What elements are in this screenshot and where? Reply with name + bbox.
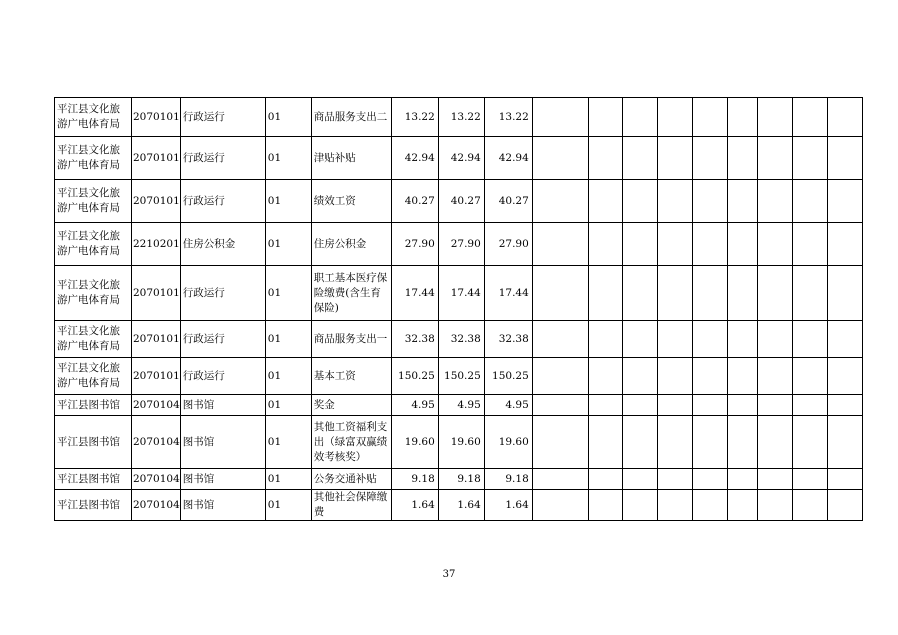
table-row	[55, 137, 863, 180]
cell-expense-item: 商品服务支出一	[311, 321, 391, 358]
cell-function-category: 图书馆	[180, 395, 265, 416]
cell-unit: 平江县文化旅游广电体育局	[55, 137, 132, 180]
cell-empty	[657, 395, 692, 416]
cell-empty	[692, 321, 727, 358]
cell-empty	[532, 490, 588, 521]
cell-unit: 平江县图书馆	[55, 416, 132, 469]
cell-empty	[727, 358, 757, 395]
cell-empty	[827, 490, 862, 521]
cell-economic-type: 01	[265, 223, 311, 266]
table-row	[55, 98, 863, 137]
cell-expense-item: 绩效工资	[311, 180, 391, 223]
cell-empty	[532, 266, 588, 321]
cell-amount-total: 27.90	[391, 223, 438, 266]
cell-empty	[532, 321, 588, 358]
cell-function-code: 2070101	[132, 137, 181, 180]
cell-empty	[657, 266, 692, 321]
table-row	[55, 469, 863, 490]
cell-amount-total: 17.44	[391, 266, 438, 321]
cell-empty	[727, 469, 757, 490]
cell-function-code: 2070104	[132, 469, 181, 490]
cell-unit: 平江县文化旅游广电体育局	[55, 266, 132, 321]
cell-empty	[622, 395, 657, 416]
cell-empty	[657, 469, 692, 490]
cell-empty	[532, 416, 588, 469]
cell-amount-general: 19.60	[484, 416, 532, 469]
cell-empty	[757, 98, 792, 137]
cell-empty	[657, 490, 692, 521]
table-row	[55, 180, 863, 223]
cell-amount-subtotal: 4.95	[438, 395, 484, 416]
cell-amount-general: 42.94	[484, 137, 532, 180]
cell-empty	[657, 98, 692, 137]
cell-amount-general: 13.22	[484, 98, 532, 137]
cell-economic-type: 01	[265, 490, 311, 521]
page-number: 37	[442, 569, 456, 580]
table-row	[55, 490, 863, 521]
cell-empty	[757, 358, 792, 395]
cell-empty	[622, 98, 657, 137]
cell-empty	[727, 416, 757, 469]
cell-amount-general: 4.95	[484, 395, 532, 416]
cell-amount-general: 32.38	[484, 321, 532, 358]
cell-amount-total: 42.94	[391, 137, 438, 180]
cell-empty	[827, 180, 862, 223]
cell-empty	[532, 395, 588, 416]
cell-unit: 平江县文化旅游广电体育局	[55, 98, 132, 137]
cell-economic-type: 01	[265, 266, 311, 321]
cell-amount-total: 1.64	[391, 490, 438, 521]
cell-expense-item: 其他工资福利支出（绿富双赢绩效考核奖）	[311, 416, 391, 469]
cell-empty	[827, 469, 862, 490]
cell-economic-type: 01	[265, 137, 311, 180]
cell-empty	[792, 266, 827, 321]
cell-empty	[692, 490, 727, 521]
cell-empty	[532, 137, 588, 180]
table-row	[55, 223, 863, 266]
cell-empty	[757, 266, 792, 321]
cell-empty	[827, 358, 862, 395]
cell-amount-subtotal: 40.27	[438, 180, 484, 223]
cell-empty	[692, 180, 727, 223]
cell-amount-total: 9.18	[391, 469, 438, 490]
cell-empty	[622, 137, 657, 180]
cell-empty	[827, 223, 862, 266]
cell-amount-total: 4.95	[391, 395, 438, 416]
cell-empty	[727, 321, 757, 358]
cell-empty	[657, 137, 692, 180]
cell-empty	[532, 180, 588, 223]
cell-expense-item: 奖金	[311, 395, 391, 416]
table-row	[55, 416, 863, 469]
cell-empty	[622, 266, 657, 321]
cell-empty	[792, 180, 827, 223]
cell-amount-subtotal: 150.25	[438, 358, 484, 395]
cell-unit: 平江县文化旅游广电体育局	[55, 321, 132, 358]
cell-expense-item: 其他社会保障缴费	[311, 490, 391, 521]
cell-empty	[657, 321, 692, 358]
cell-empty	[757, 416, 792, 469]
cell-empty	[588, 469, 622, 490]
cell-empty	[532, 358, 588, 395]
cell-amount-subtotal: 17.44	[438, 266, 484, 321]
cell-amount-subtotal: 13.22	[438, 98, 484, 137]
cell-empty	[692, 266, 727, 321]
cell-empty	[588, 137, 622, 180]
cell-function-category: 图书馆	[180, 490, 265, 521]
cell-empty	[827, 321, 862, 358]
cell-empty	[727, 98, 757, 137]
cell-empty	[757, 137, 792, 180]
cell-empty	[792, 469, 827, 490]
cell-empty	[588, 490, 622, 521]
cell-amount-subtotal: 32.38	[438, 321, 484, 358]
cell-unit: 平江县文化旅游广电体育局	[55, 358, 132, 395]
cell-amount-total: 150.25	[391, 358, 438, 395]
cell-expense-item: 商品服务支出二	[311, 98, 391, 137]
cell-empty	[792, 137, 827, 180]
cell-empty	[727, 490, 757, 521]
cell-empty	[792, 98, 827, 137]
cell-empty	[792, 223, 827, 266]
cell-function-code: 2070104	[132, 490, 181, 521]
cell-empty	[757, 321, 792, 358]
table-row	[55, 358, 863, 395]
cell-amount-general: 9.18	[484, 469, 532, 490]
cell-amount-subtotal: 27.90	[438, 223, 484, 266]
cell-empty	[792, 490, 827, 521]
cell-empty	[792, 395, 827, 416]
cell-amount-total: 32.38	[391, 321, 438, 358]
cell-economic-type: 01	[265, 469, 311, 490]
cell-empty	[692, 416, 727, 469]
cell-empty	[532, 223, 588, 266]
cell-empty	[827, 416, 862, 469]
cell-economic-type: 01	[265, 180, 311, 223]
cell-function-category: 图书馆	[180, 416, 265, 469]
cell-unit: 平江县图书馆	[55, 395, 132, 416]
cell-empty	[692, 98, 727, 137]
cell-amount-general: 40.27	[484, 180, 532, 223]
cell-empty	[692, 395, 727, 416]
cell-empty	[757, 180, 792, 223]
cell-empty	[727, 395, 757, 416]
budget-table	[54, 97, 863, 521]
cell-economic-type: 01	[265, 358, 311, 395]
cell-empty	[588, 416, 622, 469]
cell-empty	[757, 395, 792, 416]
cell-economic-type: 01	[265, 416, 311, 469]
cell-empty	[792, 358, 827, 395]
cell-empty	[692, 137, 727, 180]
cell-empty	[588, 180, 622, 223]
cell-empty	[657, 223, 692, 266]
cell-empty	[692, 223, 727, 266]
cell-empty	[827, 395, 862, 416]
cell-expense-item: 职工基本医疗保险缴费(含生育保险)	[311, 266, 391, 321]
cell-amount-subtotal: 42.94	[438, 137, 484, 180]
cell-function-code: 2070104	[132, 416, 181, 469]
table-row	[55, 395, 863, 416]
cell-empty	[757, 469, 792, 490]
cell-function-category: 行政运行	[180, 137, 265, 180]
cell-function-category: 行政运行	[180, 180, 265, 223]
cell-amount-subtotal: 19.60	[438, 416, 484, 469]
cell-function-category: 行政运行	[180, 266, 265, 321]
cell-empty	[588, 321, 622, 358]
cell-empty	[622, 490, 657, 521]
cell-function-code: 2070101	[132, 266, 181, 321]
cell-amount-general: 150.25	[484, 358, 532, 395]
cell-expense-item: 基本工资	[311, 358, 391, 395]
cell-empty	[622, 180, 657, 223]
cell-function-category: 行政运行	[180, 98, 265, 137]
cell-expense-item: 津贴补贴	[311, 137, 391, 180]
table-row	[55, 321, 863, 358]
cell-empty	[727, 223, 757, 266]
cell-function-code: 2070104	[132, 395, 181, 416]
cell-expense-item: 住房公积金	[311, 223, 391, 266]
cell-amount-total: 13.22	[391, 98, 438, 137]
cell-economic-type: 01	[265, 395, 311, 416]
cell-amount-subtotal: 9.18	[438, 469, 484, 490]
cell-empty	[657, 358, 692, 395]
cell-amount-general: 1.64	[484, 490, 532, 521]
cell-amount-total: 19.60	[391, 416, 438, 469]
cell-function-code: 2070101	[132, 180, 181, 223]
cell-empty	[827, 266, 862, 321]
cell-amount-subtotal: 1.64	[438, 490, 484, 521]
cell-empty	[827, 98, 862, 137]
cell-empty	[622, 358, 657, 395]
table-row	[55, 266, 863, 321]
cell-empty	[727, 137, 757, 180]
budget-table-body	[55, 98, 863, 521]
cell-function-code: 2070101	[132, 358, 181, 395]
cell-empty	[657, 180, 692, 223]
cell-function-category: 图书馆	[180, 469, 265, 490]
cell-unit: 平江县文化旅游广电体育局	[55, 223, 132, 266]
cell-function-code: 2070101	[132, 321, 181, 358]
cell-empty	[532, 98, 588, 137]
cell-empty	[692, 469, 727, 490]
cell-function-category: 行政运行	[180, 358, 265, 395]
cell-empty	[622, 223, 657, 266]
cell-empty	[588, 358, 622, 395]
cell-function-code: 2210201	[132, 223, 181, 266]
cell-empty	[657, 416, 692, 469]
cell-empty	[588, 98, 622, 137]
cell-economic-type: 01	[265, 321, 311, 358]
cell-empty	[588, 223, 622, 266]
cell-empty	[532, 469, 588, 490]
cell-amount-general: 17.44	[484, 266, 532, 321]
cell-empty	[727, 266, 757, 321]
cell-empty	[622, 416, 657, 469]
cell-empty	[792, 321, 827, 358]
cell-function-category: 行政运行	[180, 321, 265, 358]
cell-function-code: 2070101	[132, 98, 181, 137]
cell-economic-type: 01	[265, 98, 311, 137]
cell-function-category: 住房公积金	[180, 223, 265, 266]
cell-empty	[588, 395, 622, 416]
cell-unit: 平江县图书馆	[55, 469, 132, 490]
cell-empty	[588, 266, 622, 321]
cell-empty	[622, 469, 657, 490]
cell-empty	[692, 358, 727, 395]
cell-empty	[757, 490, 792, 521]
cell-amount-general: 27.90	[484, 223, 532, 266]
cell-empty	[827, 137, 862, 180]
cell-amount-total: 40.27	[391, 180, 438, 223]
cell-unit: 平江县文化旅游广电体育局	[55, 180, 132, 223]
cell-expense-item: 公务交通补贴	[311, 469, 391, 490]
cell-empty	[757, 223, 792, 266]
cell-empty	[792, 416, 827, 469]
cell-unit: 平江县图书馆	[55, 490, 132, 521]
cell-empty	[727, 180, 757, 223]
cell-empty	[622, 321, 657, 358]
